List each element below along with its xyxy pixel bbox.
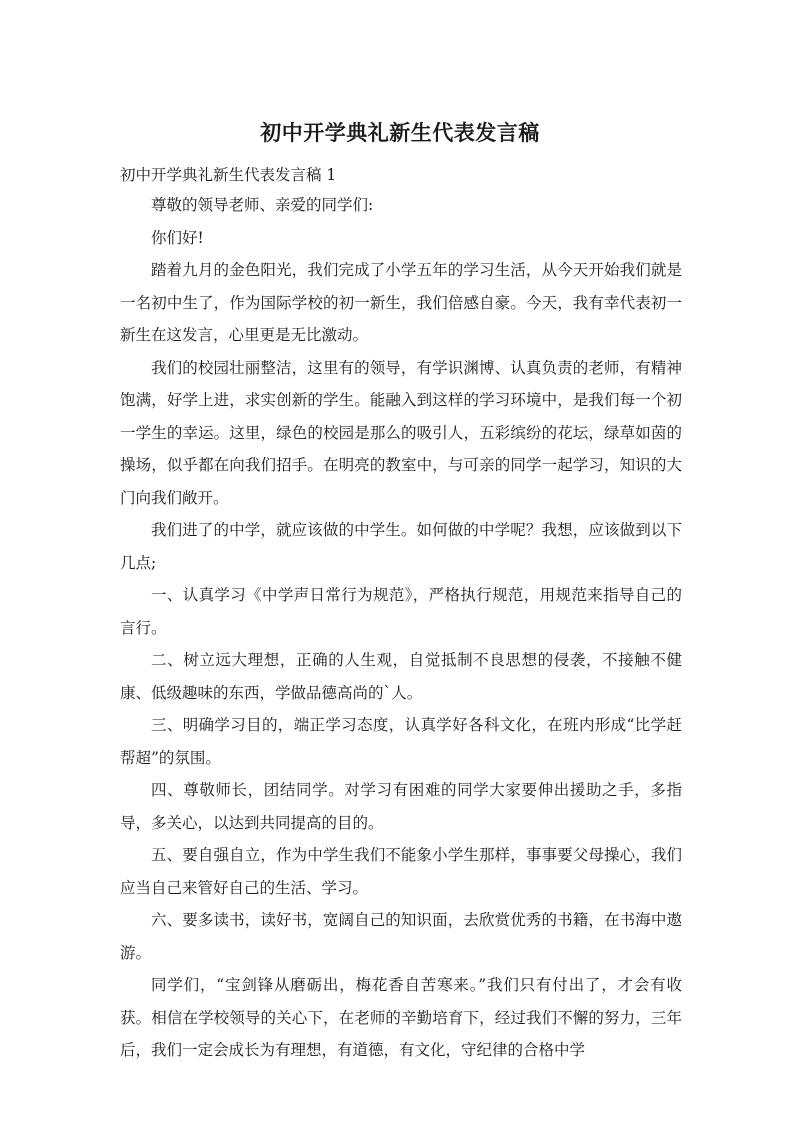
document-title: 初中开学典礼新生代表发言稿 — [260, 121, 540, 145]
section-heading: 初中开学典礼新生代表发言稿 1 — [120, 166, 337, 184]
list-item-paragraph: 二、树立远大理想，正确的人生观，自觉抵制不良思想的侵袭，不接触不健康、低级趣味的东西，学做品德高尚的`人。 — [120, 651, 682, 702]
document-body — [120, 189, 682, 1067]
body-paragraph: 踏着九月的金色阳光，我们完成了小学五年的学习生活，从今天开始我们就是一名初中生了，作为国际学校的初一新生，我们倍感自豪。今天，我有幸代表初一新生在这发言，心里更是无比激动。 — [120, 261, 682, 344]
list-item-paragraph: 一、认真学习《中学声日常行为规范》，严格执行规范，用规范来指导自己的言行。 — [120, 586, 682, 637]
list-item-paragraph: 六、要多读书，读好书，宽阔自己的知识面，去欣赏优秀的书籍，在书海中遨游。 — [120, 911, 682, 962]
list-item-paragraph: 五、要自强自立，作为中学生我们不能象小学生那样，事事要父母操心，我们应当自己来管好自己的生活、学习。 — [120, 846, 682, 897]
body-paragraph: 我们的校园壮丽整洁，这里有的领导，有学识渊博、认真负责的老师，有精神饱满，好学上进，求实创新的学生。能融入到这样的学习环境中，是我们每一个初一学生的幸运。这里，绿色的校园是那么的吸引人，五彩缤纷的花坛，绿草如茵的操场，似乎都在向我们招手。在明亮的教室中，与可亲的同学一起学习，知识的大门向我们敞开。 — [120, 358, 682, 507]
list-item-paragraph: 三、明确学习目的，端正学习态度，认真学好各科文化，在班内形成“比学赶帮超”的氛围。 — [120, 716, 682, 767]
body-paragraph: 同学们，“宝剑锋从磨砺出，梅花香自苦寒来。”我们只有付出了，才会有收获。相信在学校领导的关心下，在老师的辛勤培育下，经过我们不懈的努力，三年后，我们一定会成长为有理想，有道德，有文化，守纪律的合格中学 — [120, 976, 682, 1059]
body-paragraph: 我们进了的中学，就应该做的中学生。如何做的中学呢？我想，应该做到以下几点; — [120, 521, 682, 572]
greeting-paragraph: 尊敬的领导老师、亲爱的同学们: — [151, 196, 374, 214]
hello-paragraph: 你们好! — [151, 228, 204, 247]
list-item-paragraph: 四、尊敬师长，团结同学。对学习有困难的同学大家要伸出援助之手，多指导，多关心，以达到共同提高的目的。 — [120, 781, 682, 832]
